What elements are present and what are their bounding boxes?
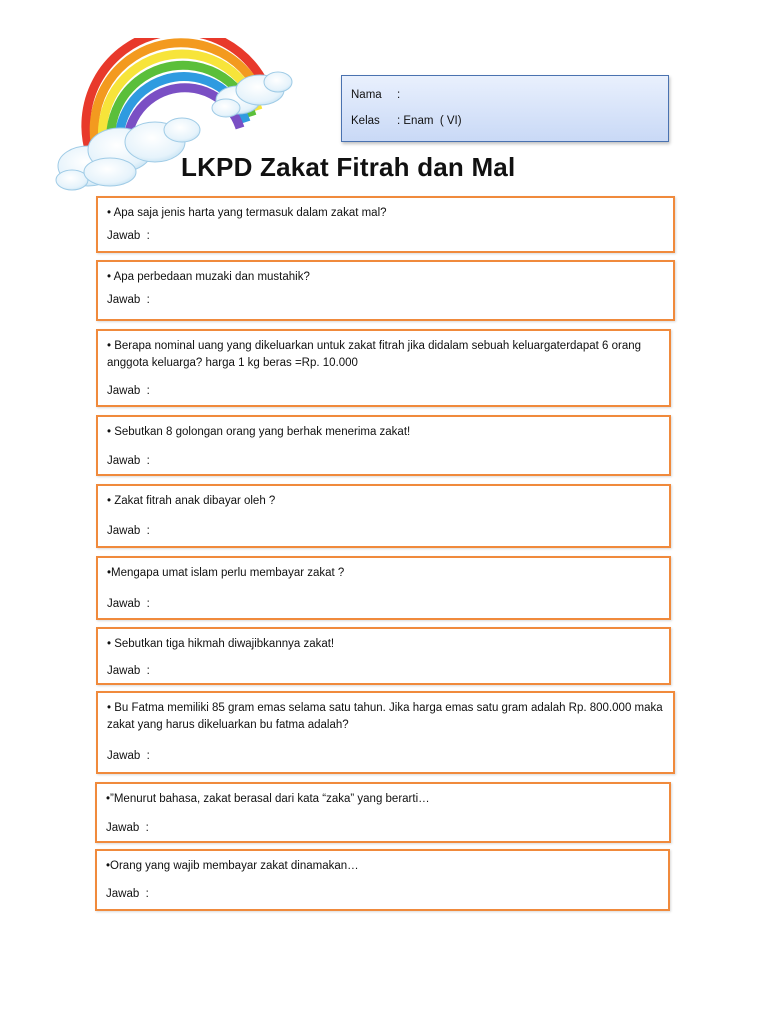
question-text-5: • Zakat fitrah anak dibayar oleh ? [107,495,276,507]
question-box-2 [96,260,675,321]
answer-label-8: Jawab : [107,750,150,762]
question-box-3 [96,329,671,407]
question-text-3: • Berapa nominal uang yang dikeluarkan untuk zakat fitrah jika didalam sebuah keluargaterdapat 6 orang anggota keluarga? harga 1 kg beras =Rp. 10.000 [107,340,642,369]
class-row [351,115,462,127]
name-row [351,89,400,101]
question-box-8 [96,691,675,774]
question-text-4: • Sebutkan 8 golongan orang yang berhak menerima zakat! [107,426,411,438]
question-text-6: •Mengapa umat islam perlu membayar zakat ? [107,567,345,579]
answer-label-4: Jawab : [107,455,150,467]
page-title: LKPD Zakat Fitrah dan Mal [181,152,516,182]
question-box-6 [96,556,671,620]
answer-label-7: Jawab : [107,665,150,677]
name-label: Nama [351,89,382,101]
question-text-9: •”Menurut bahasa, zakat berasal dari kata “zaka” yang berarti… [106,793,430,805]
answer-label-2: Jawab : [107,294,150,306]
answer-label-5: Jawab : [107,525,150,537]
student-info-box [341,75,669,142]
answer-label-10: Jawab : [106,888,149,900]
question-box-5 [96,484,671,548]
question-box-9 [95,782,671,843]
question-text-7: • Sebutkan tiga hikmah diwajibkannya zakat! [107,638,335,650]
question-box-1 [96,196,675,253]
answer-label-3: Jawab : [107,385,150,397]
question-text-1: • Apa saja jenis harta yang termasuk dalam zakat mal? [107,207,387,219]
name-colon: : [397,89,401,101]
question-box-10 [95,849,670,911]
class-value: : Enam ( VI) [397,115,462,127]
question-text-8: • Bu Fatma memiliki 85 gram emas selama satu tahun. Jika harga emas satu gram adalah Rp. 800.000 maka zakat yang harus dikeluarkan bu fatma adalah? [107,702,663,731]
answer-label-6: Jawab : [107,598,150,610]
question-text-10: •Orang yang wajib membayar zakat dinamakan… [106,860,359,872]
answer-label-9: Jawab : [106,822,149,834]
question-box-4 [96,415,671,476]
question-text-2: • Apa perbedaan muzaki dan mustahik? [107,271,310,283]
class-label: Kelas [351,115,380,127]
question-box-7 [96,627,671,685]
answer-label-1: Jawab : [107,230,150,242]
